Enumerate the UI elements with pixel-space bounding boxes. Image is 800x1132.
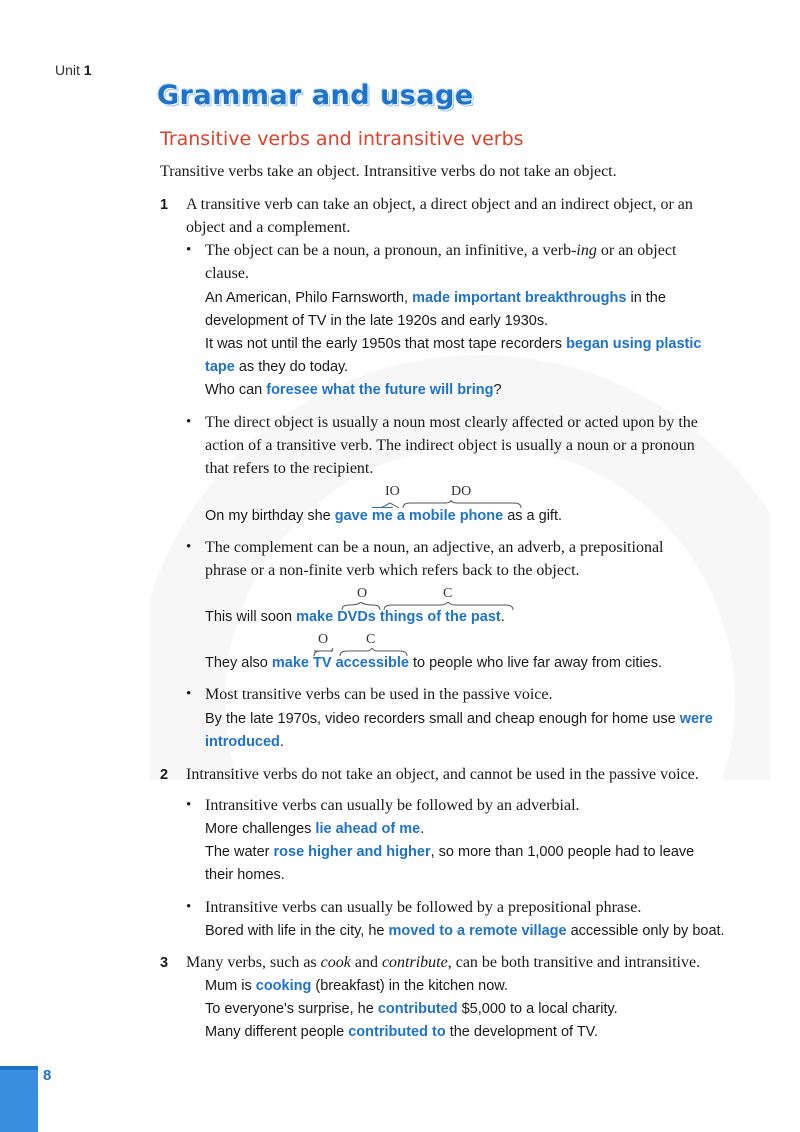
s1-b1-line-2: clause.: [205, 265, 249, 282]
s1-b2-line-1: The direct object is usually a noun most clearly affected or acted upon by the: [205, 414, 698, 431]
s1-b2-line-3: that refers to the recipient.: [205, 460, 374, 477]
bullet-dot: •: [186, 414, 192, 430]
s3-example-3: Many different people contributed to the development of TV.: [205, 1024, 599, 1040]
bullet-dot: •: [186, 899, 192, 915]
bullet-dot: •: [186, 242, 192, 258]
intro-text: Transitive verbs take an object. Intransitive verbs do not take an object.: [160, 163, 617, 180]
s1-b4-example: By the late 1970s, video recorders small and cheap enough for home use were: [205, 711, 713, 727]
page-number: 8: [43, 1067, 52, 1084]
label-c-1: C: [443, 586, 453, 601]
s2-b1-example-1: More challenges lie ahead of me.: [205, 821, 425, 837]
s1-b4-example-line-2: introduced.: [205, 734, 284, 750]
label-o-2: O: [318, 632, 329, 647]
section-2-line-1: Intransitive verbs do not take an object, and cannot be used in the passive voice.: [186, 766, 699, 783]
section-3-line-1: Many verbs, such as cook and contribute, can be both transitive and intransitive.: [186, 954, 701, 971]
s1-b1-example-1: An American, Philo Farnsworth, made important breakthroughs in the: [205, 290, 666, 306]
s1-b3-example-2: They also make TV accessible to people who live far away from cities.: [205, 655, 663, 671]
s1-b2-line-2: action of a transitive verb. The indirect object is usually a noun or a pronoun: [205, 437, 695, 454]
s1-b1-example-1-line-2: development of TV in the late 1920s and early 1930s.: [205, 313, 549, 329]
s2-b1-example-2-line-2: their homes.: [205, 867, 285, 883]
unit-number: 1: [83, 62, 92, 78]
s1-b1-example-2-line-2: tape as they do today.: [205, 359, 349, 375]
bullet-dot: •: [186, 539, 192, 555]
s2-b2-example: Bored with life in the city, he moved to a remote village accessible only by boat.: [205, 923, 725, 939]
bullet-dot: •: [186, 797, 192, 813]
s2-b2-line-1: Intransitive verbs can usually be followed by a prepositional phrase.: [205, 899, 642, 916]
s1-b3-example-1: This will soon make DVDs things of the past.: [205, 609, 505, 625]
s1-b3-line-2: phrase or a non-finite verb which refers back to the object.: [205, 562, 580, 579]
section-3-number: 3: [160, 955, 169, 971]
section-1-line-2: object and a complement.: [186, 219, 351, 236]
label-c-2: C: [366, 632, 376, 647]
s1-b4-line-1: Most transitive verbs can be used in the passive voice.: [205, 686, 553, 703]
s1-b3-line-1: The complement can be a noun, an adjective, an adverb, a prepositional: [205, 539, 664, 556]
s1-b1-line-1: The object can be a noun, a pronoun, an infinitive, a verb-ing or an object: [205, 242, 677, 259]
s1-b1-example-2: It was not until the early 1950s that most tape recorders began using plastic: [205, 336, 702, 352]
s2-b1-example-2: The water rose higher and higher, so more than 1,000 people had to leave: [205, 844, 695, 860]
section-1-line-1: A transitive verb can take an object, a direct object and an indirect object, or an: [186, 196, 693, 213]
page-title: Grammar and usage: [157, 80, 474, 111]
label-o-1: O: [357, 586, 368, 601]
s2-b1-line-1: Intransitive verbs can usually be followed by an adverbial.: [205, 797, 580, 814]
s1-b2-example: On my birthday she gave $\overline{me}$ a mobile phone as a gift.: [205, 508, 563, 524]
bullet-dot: •: [186, 686, 192, 702]
unit-label: Unit 1: [55, 62, 92, 78]
page-margin-bar: [0, 1066, 38, 1132]
section-subtitle: Transitive verbs and intransitive verbs: [160, 128, 524, 150]
section-2-number: 2: [160, 767, 169, 783]
s1-b1-example-3: Who can foresee what the future will bring?: [205, 382, 502, 398]
section-1-number: 1: [160, 197, 169, 213]
s3-example-2: To everyone's surprise, he contributed $5,000 to a local charity.: [205, 1001, 618, 1017]
s3-example-1: Mum is cooking (breakfast) in the kitchen now.: [205, 978, 508, 994]
page-margin-bar-top: [0, 1066, 38, 1070]
label-io: IO: [385, 484, 400, 499]
label-do: DO: [451, 484, 472, 499]
